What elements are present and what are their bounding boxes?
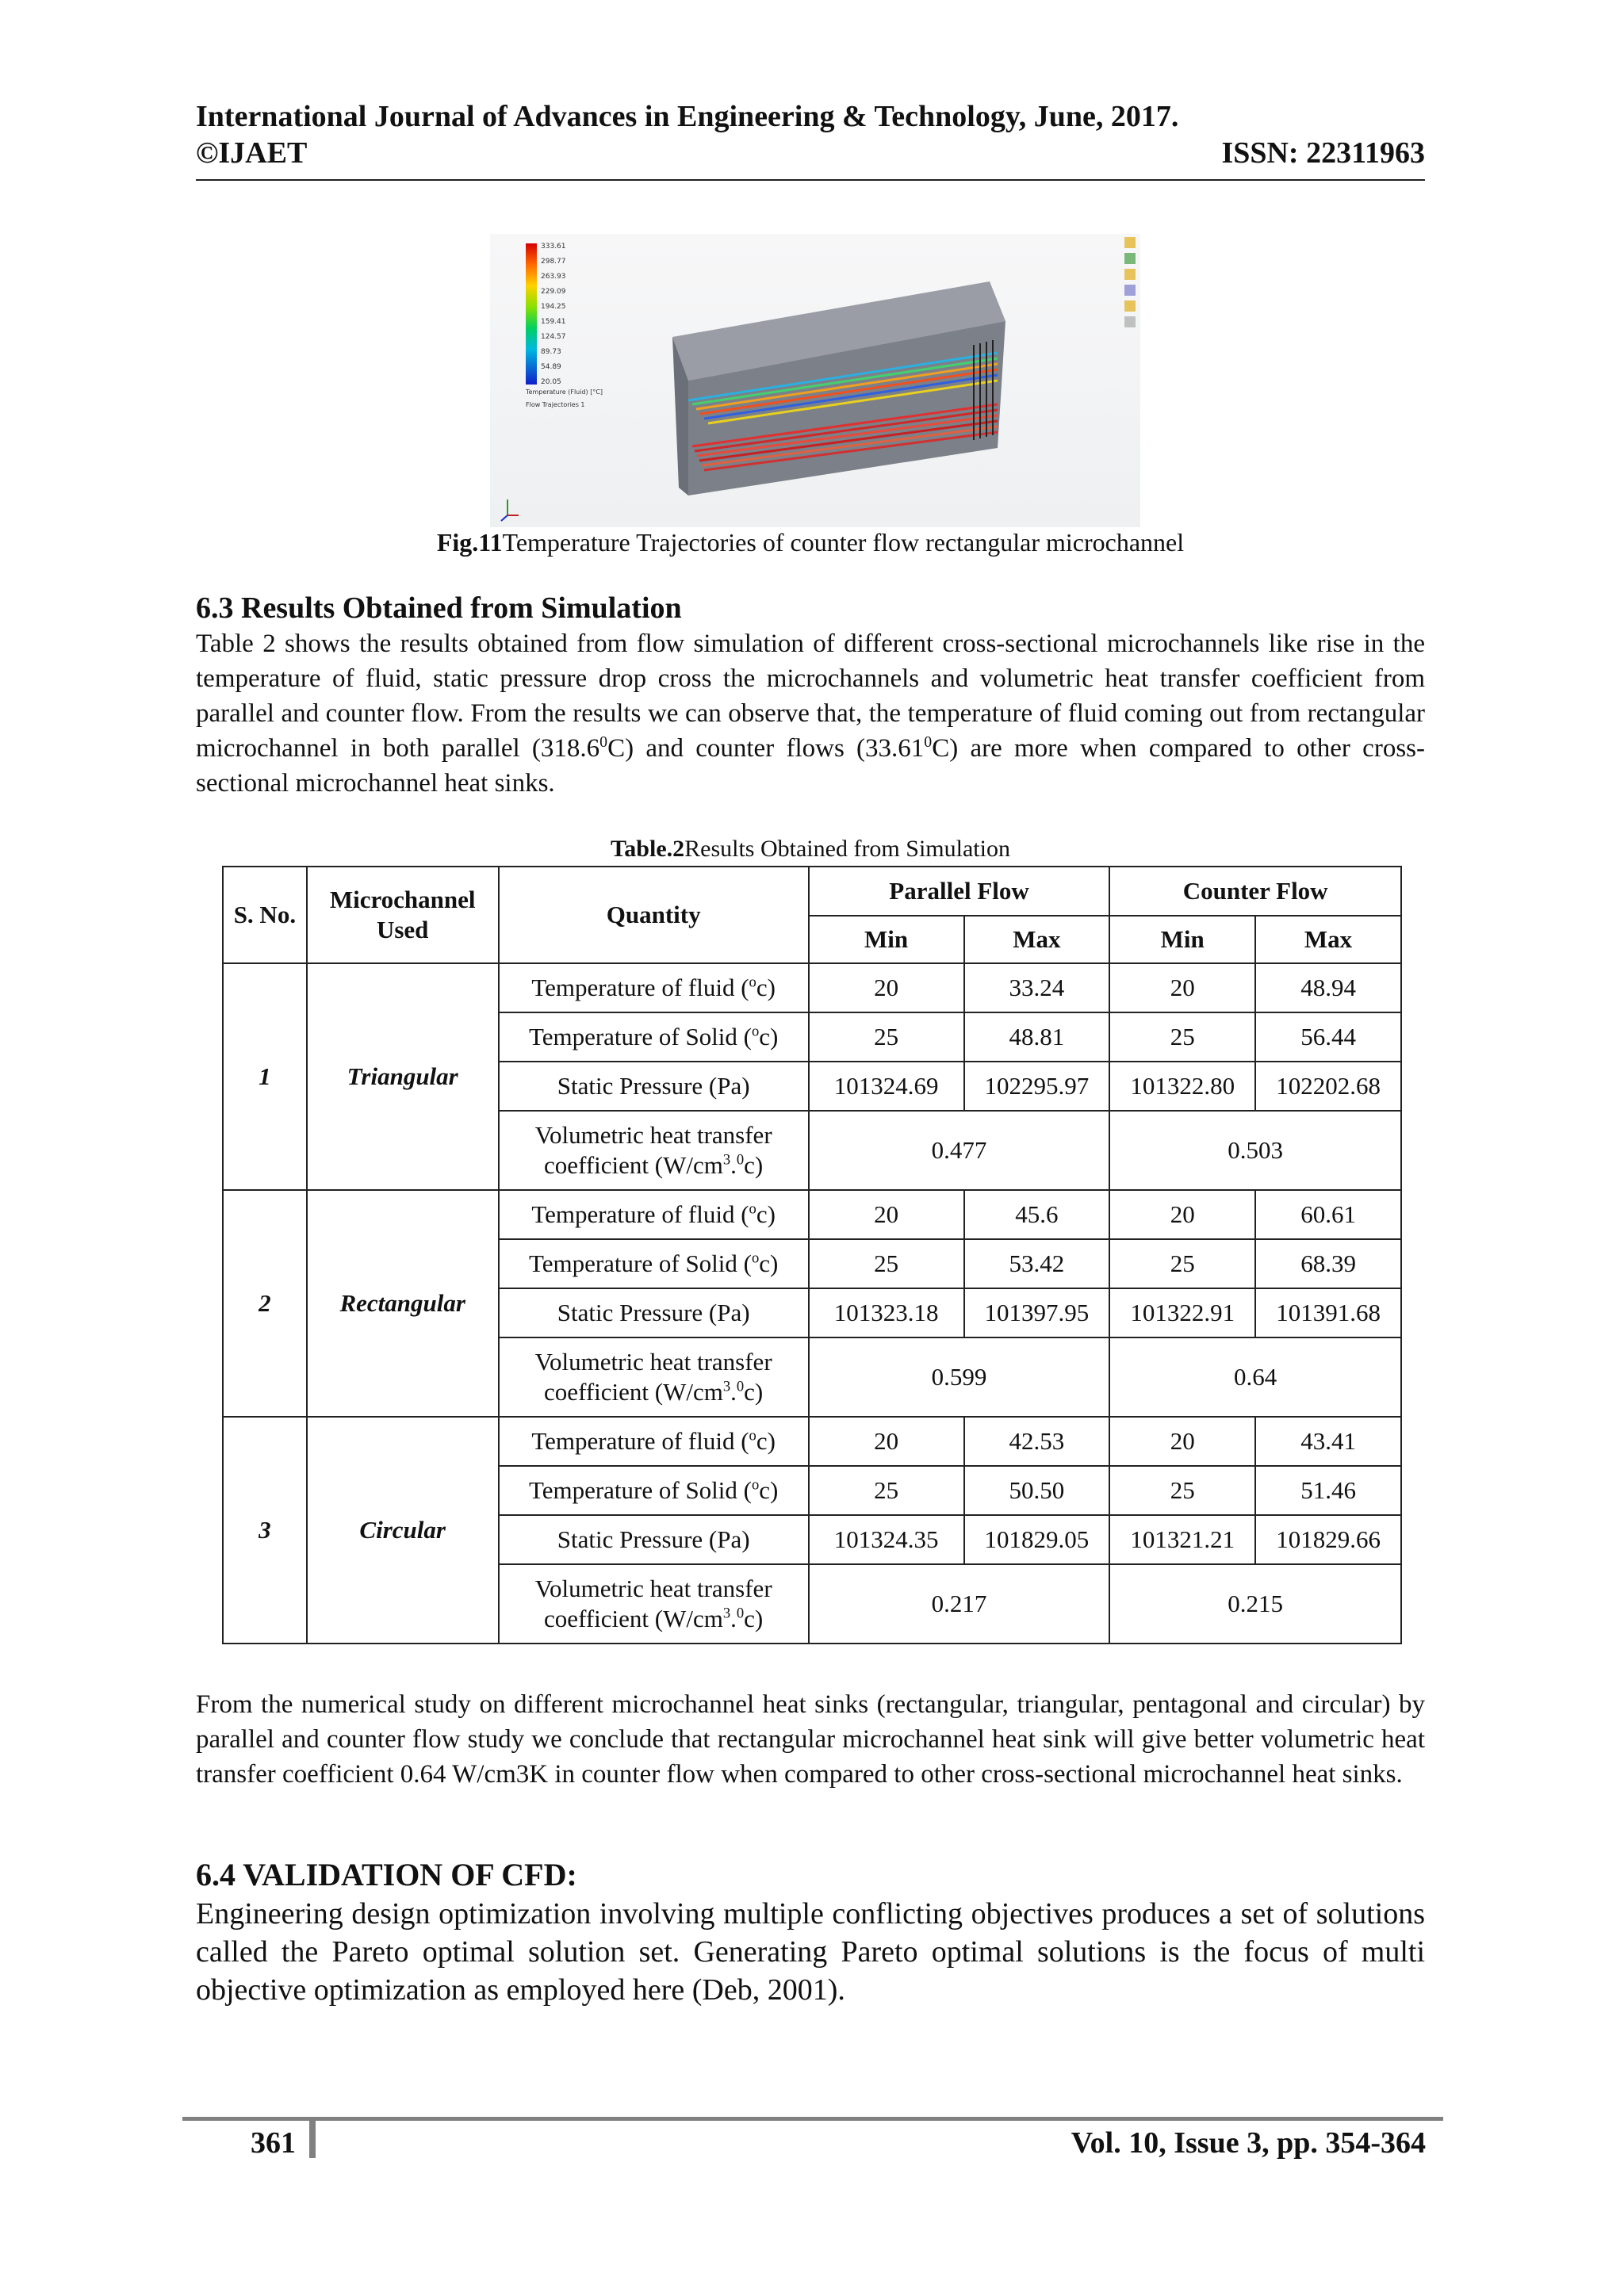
cell: 56.44 <box>1255 1012 1401 1062</box>
quantity-solid-temp: Temperature of Solid ($^o$c) <box>499 1466 809 1515</box>
cell: 48.81 <box>964 1012 1110 1062</box>
quantity-static-pressure: Static Pressure (Pa) <box>499 1515 809 1564</box>
journal-title: International Journal of Advances in Engineering & Technology, June, 2017. <box>196 100 1179 133</box>
row-sno: 3 <box>223 1417 307 1644</box>
page-number: 361 <box>251 2126 296 2160</box>
footer-divider <box>309 2118 316 2158</box>
legend-value: 333.61 <box>541 243 566 251</box>
issn: ISSN: 22311963 <box>1221 136 1425 170</box>
legend-value: 124.57 <box>541 333 566 341</box>
cell: 51.46 <box>1255 1466 1401 1515</box>
legend-label: Temperature (Fluid) [°C] <box>526 388 603 396</box>
cell: 43.41 <box>1255 1417 1401 1466</box>
table-row <box>223 1417 1401 1466</box>
header-parallel-min: Min <box>809 916 964 963</box>
quantity-volumetric-htc: Volumetric heat transfer coefficient $(W/cm^3.^0c)$ <box>499 1337 809 1417</box>
header-line-2 <box>196 135 1425 171</box>
legend-value: 263.93 <box>541 273 566 281</box>
legend-value: 89.73 <box>541 348 561 356</box>
cell: 25 <box>1109 1239 1255 1288</box>
row-sno: 1 <box>223 963 307 1190</box>
cell: 25 <box>1109 1466 1255 1515</box>
header-counter-max: Max <box>1255 916 1401 963</box>
cell: 101322.91 <box>1109 1288 1255 1337</box>
row-sno: 2 <box>223 1190 307 1417</box>
table-caption-label: Table.2 <box>611 836 685 862</box>
header-quantity: Quantity <box>499 867 809 963</box>
figure-caption-text: Temperature Trajectories of counter flow rectangular microchannel <box>502 528 1185 557</box>
legend-value: 194.25 <box>541 303 566 311</box>
row-microchannel: Circular <box>307 1417 499 1644</box>
cell: 101397.95 <box>964 1288 1110 1337</box>
legend-sub: Flow Trajectories 1 <box>526 401 585 408</box>
header-counter-flow: Counter Flow <box>1109 867 1401 916</box>
table-row <box>223 1190 1401 1239</box>
cell: 0.217 <box>809 1564 1110 1644</box>
legend-value: 229.09 <box>541 288 566 296</box>
cell: 42.53 <box>964 1417 1110 1466</box>
color-bar <box>526 243 537 385</box>
quantity-fluid-temp: Temperature of fluid ($^o$c) <box>499 1417 809 1466</box>
cell: 101829.66 <box>1255 1515 1401 1564</box>
cell: 25 <box>809 1239 964 1288</box>
legend-value: 159.41 <box>541 318 566 326</box>
quantity-volumetric-htc: Volumetric heat transfer coefficient $(W/cm^3.^0c)$ <box>499 1564 809 1644</box>
results-table <box>222 866 1402 1644</box>
table-row <box>223 963 1401 1012</box>
cell: 101829.05 <box>964 1515 1110 1564</box>
cell: 60.61 <box>1255 1190 1401 1239</box>
cell: 50.50 <box>964 1466 1110 1515</box>
header-rule <box>196 179 1425 181</box>
legend-value: 54.89 <box>541 363 561 371</box>
table-caption-text: Results Obtained from Simulation <box>684 836 1010 862</box>
cell: 20 <box>809 963 964 1012</box>
results-paragraph: Table 2 shows the results obtained from flow simulation of different cross-sectional microchannels like rise in the temperature of fluid, static pressure drop cross the microchannels and volumetric heat transfer coefficient from parallel and counter flow. From the results we can observe that, the temperature of fluid coming out from rectangular microchannel in both parallel (318.6$^0$C) and counter flows (33.61$^0$C) are more when compared to other cross-sectional microchannel heat sinks. <box>196 629 1425 798</box>
cell: 101391.68 <box>1255 1288 1401 1337</box>
cell: 68.39 <box>1255 1239 1401 1288</box>
cell: 25 <box>809 1466 964 1515</box>
cell: 0.215 <box>1109 1564 1401 1644</box>
header-parallel-flow: Parallel Flow <box>809 867 1110 916</box>
cell: 48.94 <box>1255 963 1401 1012</box>
cell: 33.24 <box>964 963 1110 1012</box>
cell: 0.503 <box>1109 1111 1401 1190</box>
figure-caption-label: Fig.11 <box>436 528 503 557</box>
quantity-solid-temp: Temperature of Solid ($^o$c) <box>499 1239 809 1288</box>
cell: 102202.68 <box>1255 1062 1401 1111</box>
row-microchannel: Rectangular <box>307 1190 499 1417</box>
section-heading-6-3: 6.3 Results Obtained from Simulation <box>196 591 682 625</box>
copyright: ©IJAET <box>196 136 308 170</box>
section-heading-6-4: 6.4 VALIDATION OF CFD: <box>196 1857 577 1892</box>
cell: 20 <box>1109 1190 1255 1239</box>
quantity-static-pressure: Static Pressure (Pa) <box>499 1062 809 1111</box>
quantity-fluid-temp: Temperature of fluid ($^o$c) <box>499 1190 809 1239</box>
conclusion-paragraph: From the numerical study on different microchannel heat sinks (rectangular, triangular, pentagonal and circular) by parallel and counter flow study we conclude that rectangular microchannel heat sink will give better volumetric heat transfer coefficient 0.64 W/cm3K in counter flow when compared to other cross-sectional microchannel heat sinks. <box>196 1690 1425 1789</box>
cell: 25 <box>809 1012 964 1062</box>
cell: 101321.21 <box>1109 1515 1255 1564</box>
cell: 101322.80 <box>1109 1062 1255 1111</box>
header-sno: S. No. <box>223 867 307 963</box>
header-microchannel: Microchannel Used <box>307 867 499 963</box>
validation-paragraph: Engineering design optimization involving multiple conflicting objectives produces a set of solutions called the Pareto optimal solution set. Generating Pareto optimal solutions is the focus of multi objective optimization as employed here (Deb, 2001). <box>196 1897 1425 2007</box>
cell: 101324.35 <box>809 1515 964 1564</box>
cell: 20 <box>809 1190 964 1239</box>
legend-value: 20.05 <box>541 378 561 386</box>
quantity-fluid-temp: Temperature of fluid ($^o$c) <box>499 963 809 1012</box>
cell: 45.6 <box>964 1190 1110 1239</box>
footer-rule <box>182 2117 1443 2121</box>
legend-value: 298.77 <box>541 258 566 266</box>
table-caption <box>196 834 1425 864</box>
cfd-render <box>490 234 1140 527</box>
row-microchannel: Triangular <box>307 963 499 1190</box>
cell: 20 <box>1109 963 1255 1012</box>
cell: 25 <box>1109 1012 1255 1062</box>
figure-temperature-trajectories <box>490 234 1140 527</box>
quantity-volumetric-htc: Volumetric heat transfer coefficient $(W/cm^3.^0c)$ <box>499 1111 809 1190</box>
cell: 101323.18 <box>809 1288 964 1337</box>
cell: 101324.69 <box>809 1062 964 1111</box>
cell: 20 <box>1109 1417 1255 1466</box>
volume-info: Vol. 10, Issue 3, pp. 354-364 <box>1071 2126 1426 2160</box>
figure-caption <box>196 526 1425 558</box>
header-parallel-max: Max <box>964 916 1110 963</box>
cell: 0.599 <box>809 1337 1110 1417</box>
cell: 0.477 <box>809 1111 1110 1190</box>
cell: 20 <box>809 1417 964 1466</box>
cell: 0.64 <box>1109 1337 1401 1417</box>
quantity-static-pressure: Static Pressure (Pa) <box>499 1288 809 1337</box>
cell: 53.42 <box>964 1239 1110 1288</box>
cell: 102295.97 <box>964 1062 1110 1111</box>
header-counter-min: Min <box>1109 916 1255 963</box>
quantity-solid-temp: Temperature of Solid ($^o$c) <box>499 1012 809 1062</box>
